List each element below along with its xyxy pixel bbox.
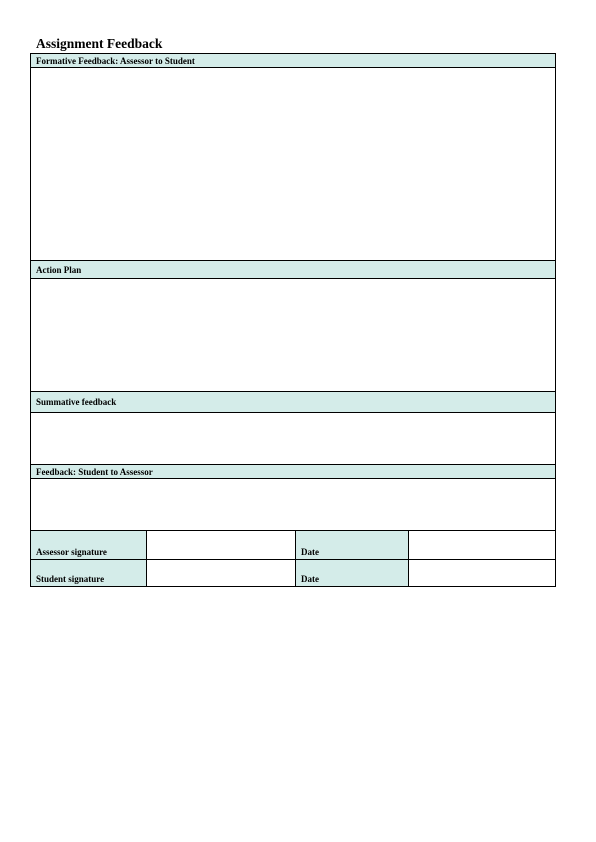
student-signature-label: Student signature [31, 560, 147, 587]
document-title: Assignment Feedback [36, 36, 163, 51]
formative-feedback-field[interactable] [31, 68, 556, 261]
summative-feedback-field[interactable] [31, 413, 556, 465]
student-to-assessor-field[interactable] [31, 479, 556, 531]
feedback-form-table [30, 53, 556, 587]
action-plan-header: Action Plan [31, 261, 556, 279]
assessor-date-field[interactable] [409, 531, 556, 560]
assessor-signature-label: Assessor signature [31, 531, 147, 560]
assessor-signature-field[interactable] [147, 531, 296, 560]
student-to-assessor-header: Feedback: Student to Assessor [31, 465, 556, 479]
student-signature-field[interactable] [147, 560, 296, 587]
student-date-field[interactable] [409, 560, 556, 587]
assessor-date-label: Date [296, 531, 409, 560]
formative-feedback-header: Formative Feedback: Assessor to Student [31, 54, 556, 68]
summative-feedback-header: Summative feedback [31, 392, 556, 413]
action-plan-field[interactable] [31, 279, 556, 392]
student-date-label: Date [296, 560, 409, 587]
